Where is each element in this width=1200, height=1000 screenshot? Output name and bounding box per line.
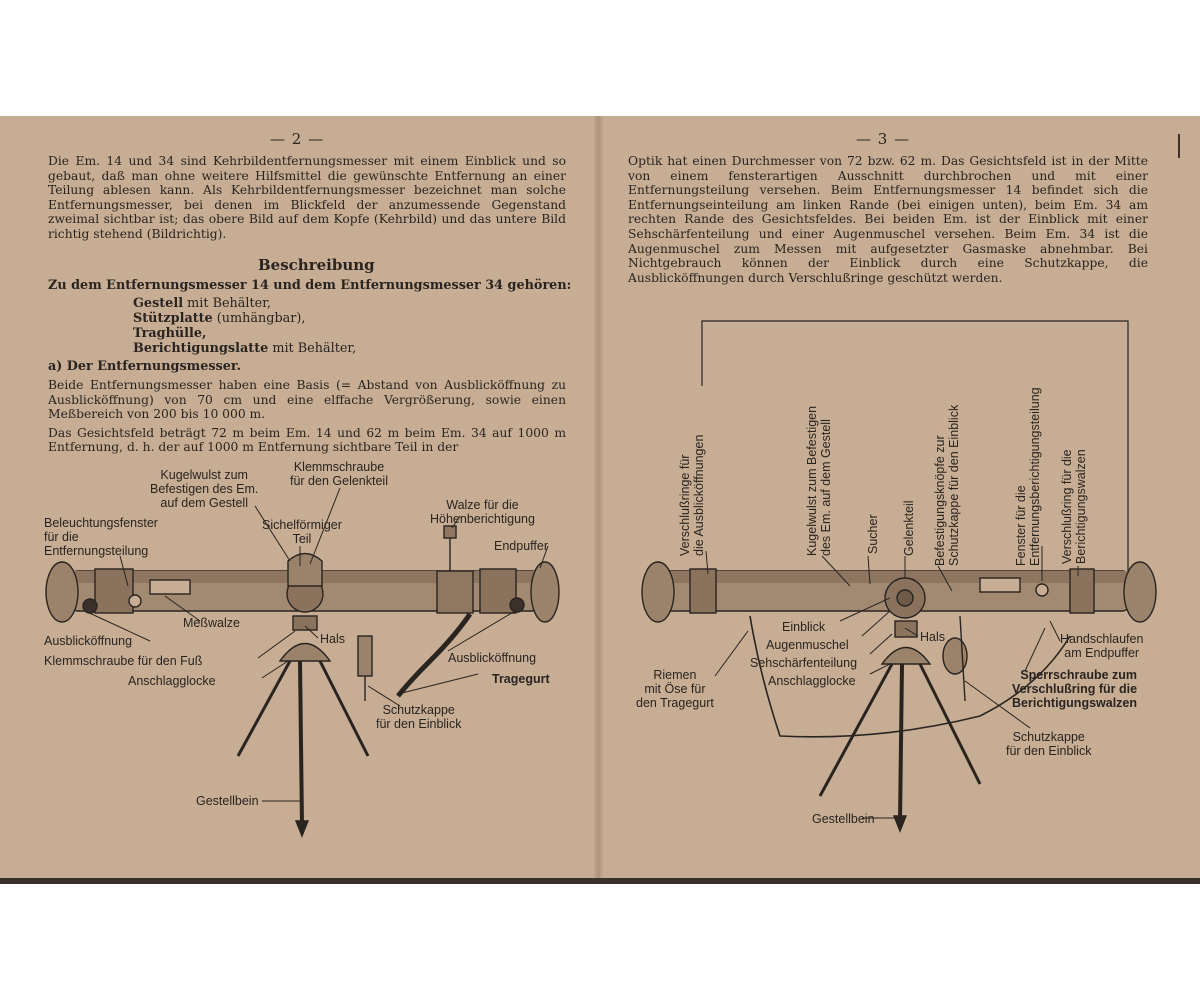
label-anschlagglocke: Anschlagglocke [128, 674, 216, 688]
bottom-edge [0, 878, 1200, 884]
label-endpuffer: Endpuffer [494, 539, 548, 553]
label-klemmschraube-fuss: Klemmschraube für den Fuß [44, 654, 203, 668]
schutzkappe-part [358, 636, 372, 676]
label-ausblick-right: Ausblicköffnung [448, 651, 537, 665]
page-number: — 3 — [856, 130, 911, 148]
label-schutzkappe: Schutzkappe für den Einblick [1006, 730, 1092, 758]
label-verschlussring-berichtigung: Verschlußring für die Berichtigungswalzen [1060, 449, 1088, 564]
label-sperrschraube: Sperrschraube zum Verschlußring für die Berichtigungswalzen [1012, 668, 1138, 710]
label-klemmschraube-gelenk: Klemmschraube für den Gelenkteil [290, 460, 388, 488]
label-kugelwulst-right: Kugelwulst zum Befestigen des Em. auf dem Gestell [805, 405, 833, 556]
label-kugelwulst: Kugelwulst zum Befestigen des Em. auf dem Gestell [150, 468, 259, 510]
fenster [980, 578, 1020, 592]
label-riemen: Riemen mit Öse für den Tragegurt [636, 668, 714, 710]
label-hals: Hals [320, 632, 346, 646]
list-intro: Zu dem Entfernungsmesser 14 und dem Entfernungsmesser 34 gehören: [48, 278, 572, 293]
label-gestellbein: Gestellbein [196, 794, 259, 808]
label-ausblick-left: Ausblicköffnung [44, 634, 133, 648]
label-messwalze: Meßwalze [183, 616, 240, 630]
left-page [0, 116, 598, 884]
label-handschlaufen: Handschlaufen am Endpuffer [1060, 632, 1144, 660]
ausblick-right-dot [510, 598, 524, 612]
page-edge-mark [1178, 134, 1180, 158]
label-tragegurt: Tragegurt [492, 672, 550, 686]
para-gesichtsfeld: Das Gesichtsfeld beträgt 72 m beim Em. 14 und 62 m beim Em. 34 auf 1000 m Entfernung, d. h. der auf 1000 m Entfernung sichtbare Teil in der [48, 425, 566, 455]
book-spread [0, 116, 1200, 884]
label-beleuchtungsfenster: Beleuchtungsfenster für die Entfernungsteilung [44, 516, 158, 558]
label-gelenkteil: Gelenkteil [902, 500, 916, 556]
label-gestellbein: Gestellbein [812, 812, 875, 826]
list-item: Stützplatte (umhängbar), [133, 311, 306, 326]
label-sucher: Sucher [866, 514, 880, 554]
label-einblick: Einblick [782, 620, 826, 634]
label-anschlagglocke: Anschlagglocke [768, 674, 856, 688]
end-cap-right [531, 562, 559, 622]
right-text: Optik hat einen Durchmesser von 72 bzw. 62 m. Das Gesichtsfeld ist in der Mitte von einem fensterartigen Ausschnitt durchbrochen und mit einer Entfernungsteilung versehen. Beim Entfernungsmesser 14 befindet sich die Entfernungseinteilung am linken Rande (bei einigen unten), beim Em. 34 am rechten Rande des Gesichtsfeldes. Bei beiden Em. ist der Einblick mit einer Sehschärfenteilung und einer Augenmuschel versehen. Beim Em. 34 ist die Augenmuschel zum Messen mit aufgesetzter Gasmaske abnehmbar. Bei Nichtgebrauch können der Einblick durch eine Schutzkappe, die Ausblicköffnungen durch Verschlußringe geschützt werden. [628, 154, 1148, 285]
label-augenmuschel: Augenmuschel [766, 638, 849, 652]
end-cap-left [642, 562, 674, 622]
end-cap-right [1124, 562, 1156, 622]
anschlagglocke [882, 648, 930, 665]
messwalze-window [150, 580, 190, 594]
label-sehschaerfenteilung: Sehschärfenteilung [750, 656, 858, 670]
para-basis: Beide Entfernungsmesser haben eine Basis (= Abstand von Ausblicköffnung zu Ausblicköffnung) von 70 cm und eine elffache Vergrößerung, sowie einen Meßbereich von 200 bis 10 000 m. [48, 378, 566, 422]
end-cap-left [46, 562, 78, 622]
label-verschlussringe: Verschlußringe für die Ausblicköffnungen [678, 434, 706, 556]
label-befestigungsknoepfe: Befestigungsknöpfe zur Schutzkappe für den Einblick [933, 404, 961, 566]
label-hals: Hals [920, 630, 946, 644]
page-number: — 2 — [270, 130, 325, 148]
intro-text: Die Em. 14 und 34 sind Kehrbildentfernungsmesser mit einem Einblick und so gebaut, daß man ohne weitere Hilfsmittel die gewünschte Entfernung an einer Teilung ablesen kann. Als Kehrbildentfernungsmesser bezeichnet man solche Entfernungsmesser, bei denen im Blickfeld der anzumessende Gegenstand zweimal sichtbar ist; das obere Bild auf dem Kopfe (Kehrbild) und das untere Bild richtig stehend (Bildrichtig). [48, 154, 566, 241]
list-item: Traghülle, [133, 326, 207, 341]
label-fenster: Fenster für die Entfernungsberichtigungsteilung [1014, 387, 1042, 566]
label-schutzkappe: Schutzkappe für den Einblick [376, 703, 462, 731]
label-sichelfoermig: Sichelförmiger Teil [262, 518, 342, 546]
list-item: Gestell mit Behälter, [133, 296, 272, 311]
label-walze: Walze für die Höhenberichtigung [430, 498, 535, 526]
subheading: a) Der Entfernungsmesser. [48, 359, 241, 374]
list-item: Berichtigungslatte mit Behälter, [133, 341, 357, 356]
section-heading: Beschreibung [258, 256, 375, 274]
right-page [600, 116, 1200, 884]
anschlagglocke [280, 644, 330, 662]
